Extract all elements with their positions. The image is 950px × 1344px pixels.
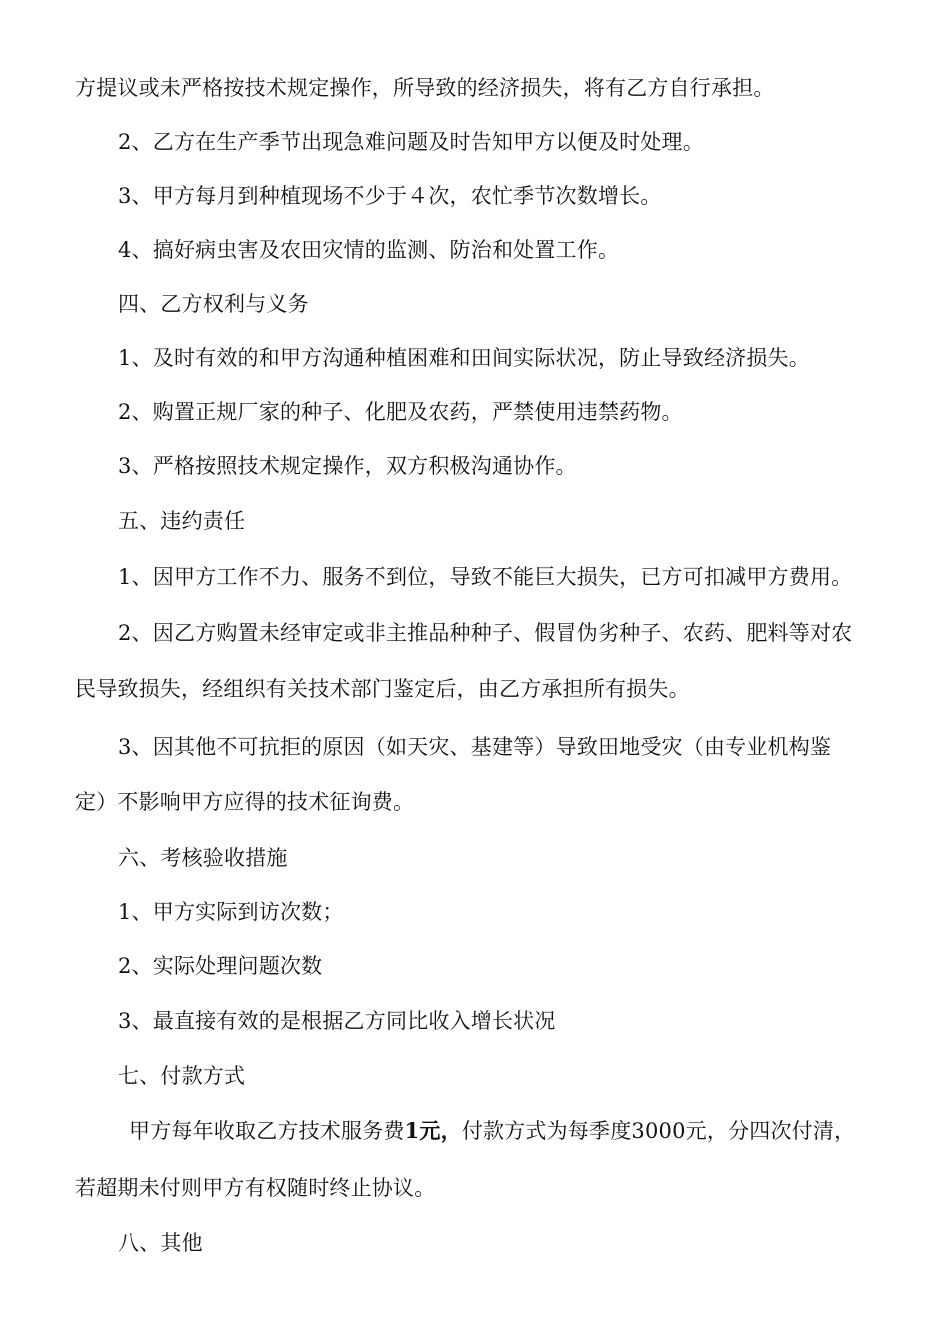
list-item: 2、乙方在生产季节出现急难问题及时告知甲方以便及时处理。	[118, 130, 704, 154]
list-item: 3、最直接有效的是根据乙方同比收入增长状况	[118, 1009, 556, 1033]
section-heading: 八、其他	[118, 1231, 203, 1255]
payment-paragraph-line	[0, 1104, 950, 1158]
list-item: 2、购置正规厂家的种子、化肥及农药，严禁使用违禁药物。	[118, 400, 683, 424]
list-item: 2、实际处理问题次数	[118, 954, 323, 978]
paragraph-line: 方提议或未严格按技术规定操作，所导致的经济损失，将有乙方自行承担。	[75, 76, 775, 100]
list-item: 3、甲方每月到种植现场不少于４次，农忙季节次数增长。	[118, 184, 662, 208]
section-heading: 四、乙方权利与义务	[118, 292, 309, 316]
paragraph-line: 定）不影响甲方应得的技术征询费。	[75, 790, 415, 814]
list-item: 1、因甲方工作不力、服务不到位，导致不能巨大损失，已方可扣减甲方费用。	[118, 565, 853, 589]
payment-text-end: 付款方式为每季度3000元，分四次付清，	[461, 1119, 856, 1143]
payment-text-start: 甲方每年收取乙方技术服务费	[129, 1119, 405, 1143]
section-heading: 六、考核验收措施	[118, 846, 288, 870]
paragraph-line: 若超期未付则甲方有权随时终止协议。	[75, 1176, 436, 1200]
section-heading: 七、付款方式	[118, 1064, 246, 1088]
paragraph-line: 民导致损失，经组织有关技术部门鉴定后，由乙方承担所有损失。	[75, 677, 690, 701]
list-item: 3、因其他不可抗拒的原因（如天灾、基建等）导致田地受灾（由专业机构鉴	[118, 735, 832, 759]
list-item: 3、严格按照技术规定操作，双方积极沟通协作。	[118, 454, 577, 478]
list-item: 1、甲方实际到访次数；	[118, 900, 344, 924]
list-item: 1、及时有效的和甲方沟通种植困难和田间实际状况，防止导致经济损失。	[118, 346, 810, 370]
section-heading: 五、违约责任	[118, 509, 246, 533]
list-item: 4、搞好病虫害及农田灾情的监测、防治和处置工作。	[118, 238, 620, 262]
list-item: 2、因乙方购置未经审定或非主推品种种子、假冒伪劣种子、农药、肥料等对农	[118, 621, 853, 645]
fee-amount: 1元，	[404, 1118, 462, 1143]
